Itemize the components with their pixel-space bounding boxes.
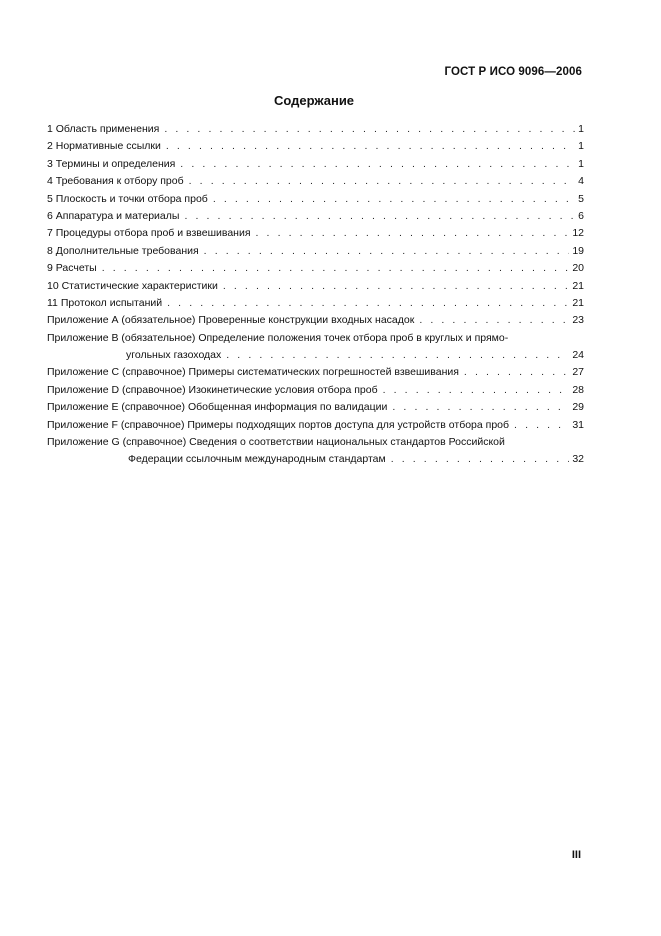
table-of-contents — [47, 121, 584, 469]
toc-entry-annex-d[interactable] — [47, 382, 584, 399]
page-number: III — [571, 849, 581, 861]
toc-page-number: 1 — [578, 123, 584, 135]
toc-entry-label: Приложение F (справочное) Примеры подходящих портов доступа для устройств отбора проб — [47, 418, 510, 431]
toc-page-number: 20 — [572, 262, 584, 275]
toc-entry-label: Приложение D (справочное) Изокинетические условия отбора проб — [47, 383, 378, 396]
toc-entry-label: 6 Аппаратура и материалы — [47, 209, 180, 222]
toc-entry-11[interactable] — [47, 295, 584, 312]
toc-page-number: 1 — [578, 157, 584, 170]
toc-entry-label: 11 Протокол испытаний — [47, 296, 163, 309]
toc-entry-9[interactable] — [47, 260, 584, 277]
toc-entry-annex-a[interactable] — [47, 312, 584, 329]
toc-page-number: 6 — [578, 209, 584, 222]
dot-leader — [184, 208, 575, 225]
dot-leader — [419, 312, 569, 329]
dot-leader — [167, 295, 569, 312]
toc-entry-label-line1: Приложение G (справочное) Сведения о соответствии национальных стандартов Российской — [47, 436, 505, 449]
toc-entry-label: 7 Процедуры отбора проб и взвешивания — [47, 227, 251, 240]
dot-leader — [464, 364, 569, 381]
toc-entry-label: 4 Требования к отбору проб — [47, 175, 184, 188]
dot-leader — [180, 156, 575, 173]
toc-entry-label: Федерации ссылочным международным стандартам — [128, 453, 386, 466]
toc-page-number: 21 — [572, 279, 584, 292]
toc-page-number: 4 — [578, 175, 584, 188]
toc-entry-5[interactable] — [47, 191, 584, 208]
dot-leader — [223, 278, 569, 295]
toc-entry-label: 10 Статистические характеристики — [47, 279, 218, 292]
toc-page-number: 1 — [578, 140, 584, 153]
toc-entry-8[interactable] — [47, 243, 584, 260]
toc-entry-annex-g[interactable] — [47, 434, 584, 469]
toc-entry-label: 3 Термины и определения — [47, 157, 176, 170]
toc-entry-label: 9 Расчеты — [47, 262, 97, 275]
toc-entry-annex-b[interactable] — [47, 330, 584, 365]
dot-leader — [392, 399, 569, 416]
toc-page-number: 23 — [572, 314, 584, 327]
toc-entry-annex-c[interactable] — [47, 364, 584, 381]
toc-page-number: 5 — [578, 192, 584, 205]
dot-leader — [391, 451, 570, 468]
toc-page-number: 31 — [572, 418, 584, 431]
toc-entry-2[interactable] — [47, 138, 584, 155]
toc-page-number: 12 — [572, 227, 584, 240]
toc-entry-label: 1 Область применения — [47, 123, 160, 135]
toc-page-number: 29 — [572, 401, 584, 414]
toc-entry-label: Приложение Е (справочное) Обобщенная информация по валидации — [47, 401, 388, 414]
dot-leader — [166, 138, 575, 155]
toc-entry-label: угольных газоходах — [126, 349, 222, 362]
document-number: ГОСТ Р ИСО 9096—2006 — [444, 66, 582, 78]
toc-entry-label: 5 Плоскость и точки отбора проб — [47, 192, 208, 205]
toc-entry-label: 8 Дополнительные требования — [47, 244, 199, 257]
dot-leader — [102, 260, 570, 277]
page-title: Содержание — [273, 93, 355, 108]
dot-leader — [164, 121, 575, 138]
dot-leader — [256, 225, 570, 242]
toc-entry-7[interactable] — [47, 225, 584, 242]
toc-entry-6[interactable] — [47, 208, 584, 225]
dot-leader — [204, 243, 570, 260]
dot-leader — [213, 191, 575, 208]
toc-entry-annex-f[interactable] — [47, 417, 584, 434]
toc-page-number: 28 — [572, 383, 584, 396]
toc-entry-1[interactable] — [47, 121, 584, 138]
toc-entry-label-line1: Приложение В (обязательное) Определение положения точек отбора проб в круглых и прямо- — [47, 331, 509, 344]
toc-entry-label: Приложение С (справочное) Примеры систематических погрешностей взвешивания — [47, 366, 459, 379]
toc-entry-label: 2 Нормативные ссылки — [47, 140, 161, 153]
dot-leader — [514, 417, 569, 434]
toc-page-number: 24 — [572, 349, 584, 362]
dot-leader — [383, 382, 570, 399]
toc-page-number: 32 — [572, 453, 584, 466]
toc-entry-4[interactable] — [47, 173, 584, 190]
dot-leader — [226, 347, 569, 364]
toc-entry-3[interactable] — [47, 156, 584, 173]
toc-page-number: 19 — [572, 244, 584, 257]
toc-entry-annex-e[interactable] — [47, 399, 584, 416]
dot-leader — [189, 173, 576, 190]
toc-entry-label: Приложение А (обязательное) Проверенные конструкции входных насадок — [47, 314, 415, 327]
toc-entry-10[interactable] — [47, 278, 584, 295]
toc-page-number: 27 — [572, 366, 584, 379]
toc-page-number: 21 — [572, 296, 584, 309]
